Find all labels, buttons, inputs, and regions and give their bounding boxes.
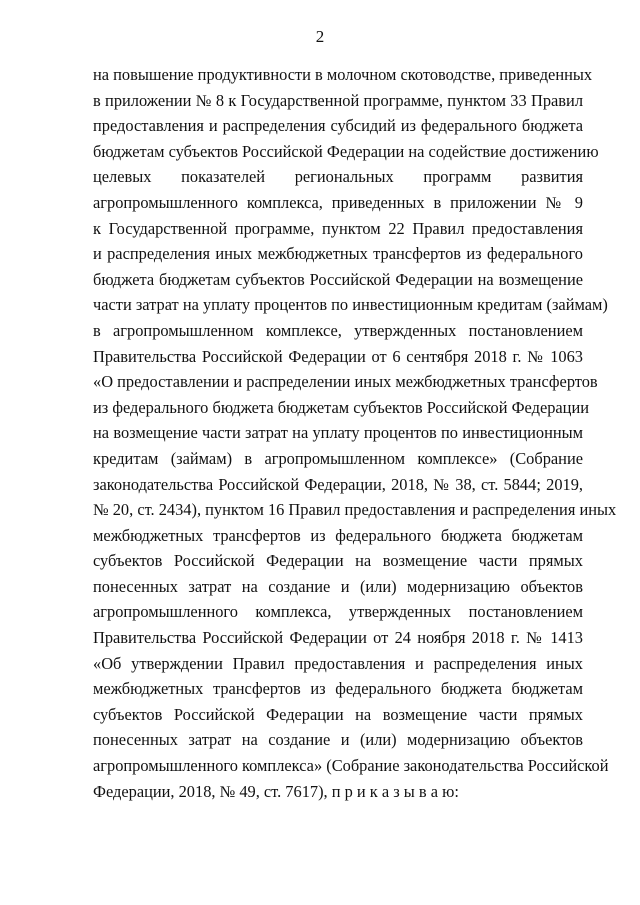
text-line: на повышение продуктивности в молочном скотоводстве, приведенных bbox=[93, 65, 593, 84]
text-line: предоставления и распределения субсидий из федерального бюджета bbox=[93, 116, 583, 136]
text-line-last: Федерации, 2018, № 49, ст. 7617), п р и к а з ы в а ю: bbox=[93, 781, 459, 801]
text-line: в агропромышленном комплексе, утвержденных постановлением bbox=[93, 320, 583, 340]
text-line: и распределения иных межбюджетных трансфертов из федерального bbox=[93, 244, 583, 264]
text-line: понесенных затрат на создание и (или) модернизацию объектов bbox=[93, 576, 583, 596]
text-line: из федерального бюджета бюджетам субъектов Российской Федерации bbox=[93, 397, 589, 417]
text-line: Правительства Российской Федерации от 24 ноября 2018 г. № 1413 bbox=[93, 628, 583, 648]
text-line: «О предоставлении и распределении иных межбюджетных трансфертов bbox=[93, 372, 598, 392]
text-line: части затрат на уплату процентов по инвестиционным кредитам (займам) bbox=[93, 295, 608, 315]
text-line: агропромышленного комплекса, утвержденных постановлением bbox=[93, 602, 583, 622]
text-line: целевых показателей региональных программ развития bbox=[93, 167, 583, 187]
text-line: на возмещение части затрат на уплату процентов по инвестиционным bbox=[93, 423, 583, 443]
text-line: № 20, ст. 2434), пунктом 16 Правил предоставления и распределения иных bbox=[93, 500, 617, 520]
text-line: кредитам (займам) в агропромышленном комплексе» (Собрание bbox=[93, 448, 583, 468]
text-line: понесенных затрат на создание и (или) модернизацию объектов bbox=[93, 730, 583, 750]
text-line: законодательства Российской Федерации, 2018, № 38, ст. 5844; 2019, bbox=[93, 474, 583, 494]
text-line: «Об утверждении Правил предоставления и распределения иных bbox=[93, 653, 583, 673]
text-line: субъектов Российской Федерации на возмещение части прямых bbox=[93, 704, 583, 724]
page-number: 2 bbox=[315, 27, 325, 46]
text-line: бюджета бюджетам субъектов Российской Федерации на возмещение bbox=[93, 269, 583, 289]
text-line: Правительства Российской Федерации от 6 сентября 2018 г. № 1063 bbox=[93, 346, 583, 366]
text-line: агропромышленного комплекса» (Собрание законодательства Российской bbox=[93, 756, 609, 776]
text-line: агропромышленного комплекса, приведенных в приложении № 9 bbox=[93, 192, 583, 212]
text-line: бюджетам субъектов Российской Федерации на содействие достижению bbox=[93, 141, 599, 161]
text-line: в приложении № 8 к Государственной программе, пунктом 33 Правил bbox=[93, 90, 583, 110]
body-text bbox=[93, 62, 617, 804]
text-line: к Государственной программе, пунктом 22 Правил предоставления bbox=[93, 218, 583, 238]
text-line: межбюджетных трансфертов из федерального бюджета бюджетам bbox=[93, 679, 583, 699]
text-line: субъектов Российской Федерации на возмещение части прямых bbox=[93, 551, 583, 571]
text-line: межбюджетных трансфертов из федерального бюджета бюджетам bbox=[93, 525, 583, 545]
